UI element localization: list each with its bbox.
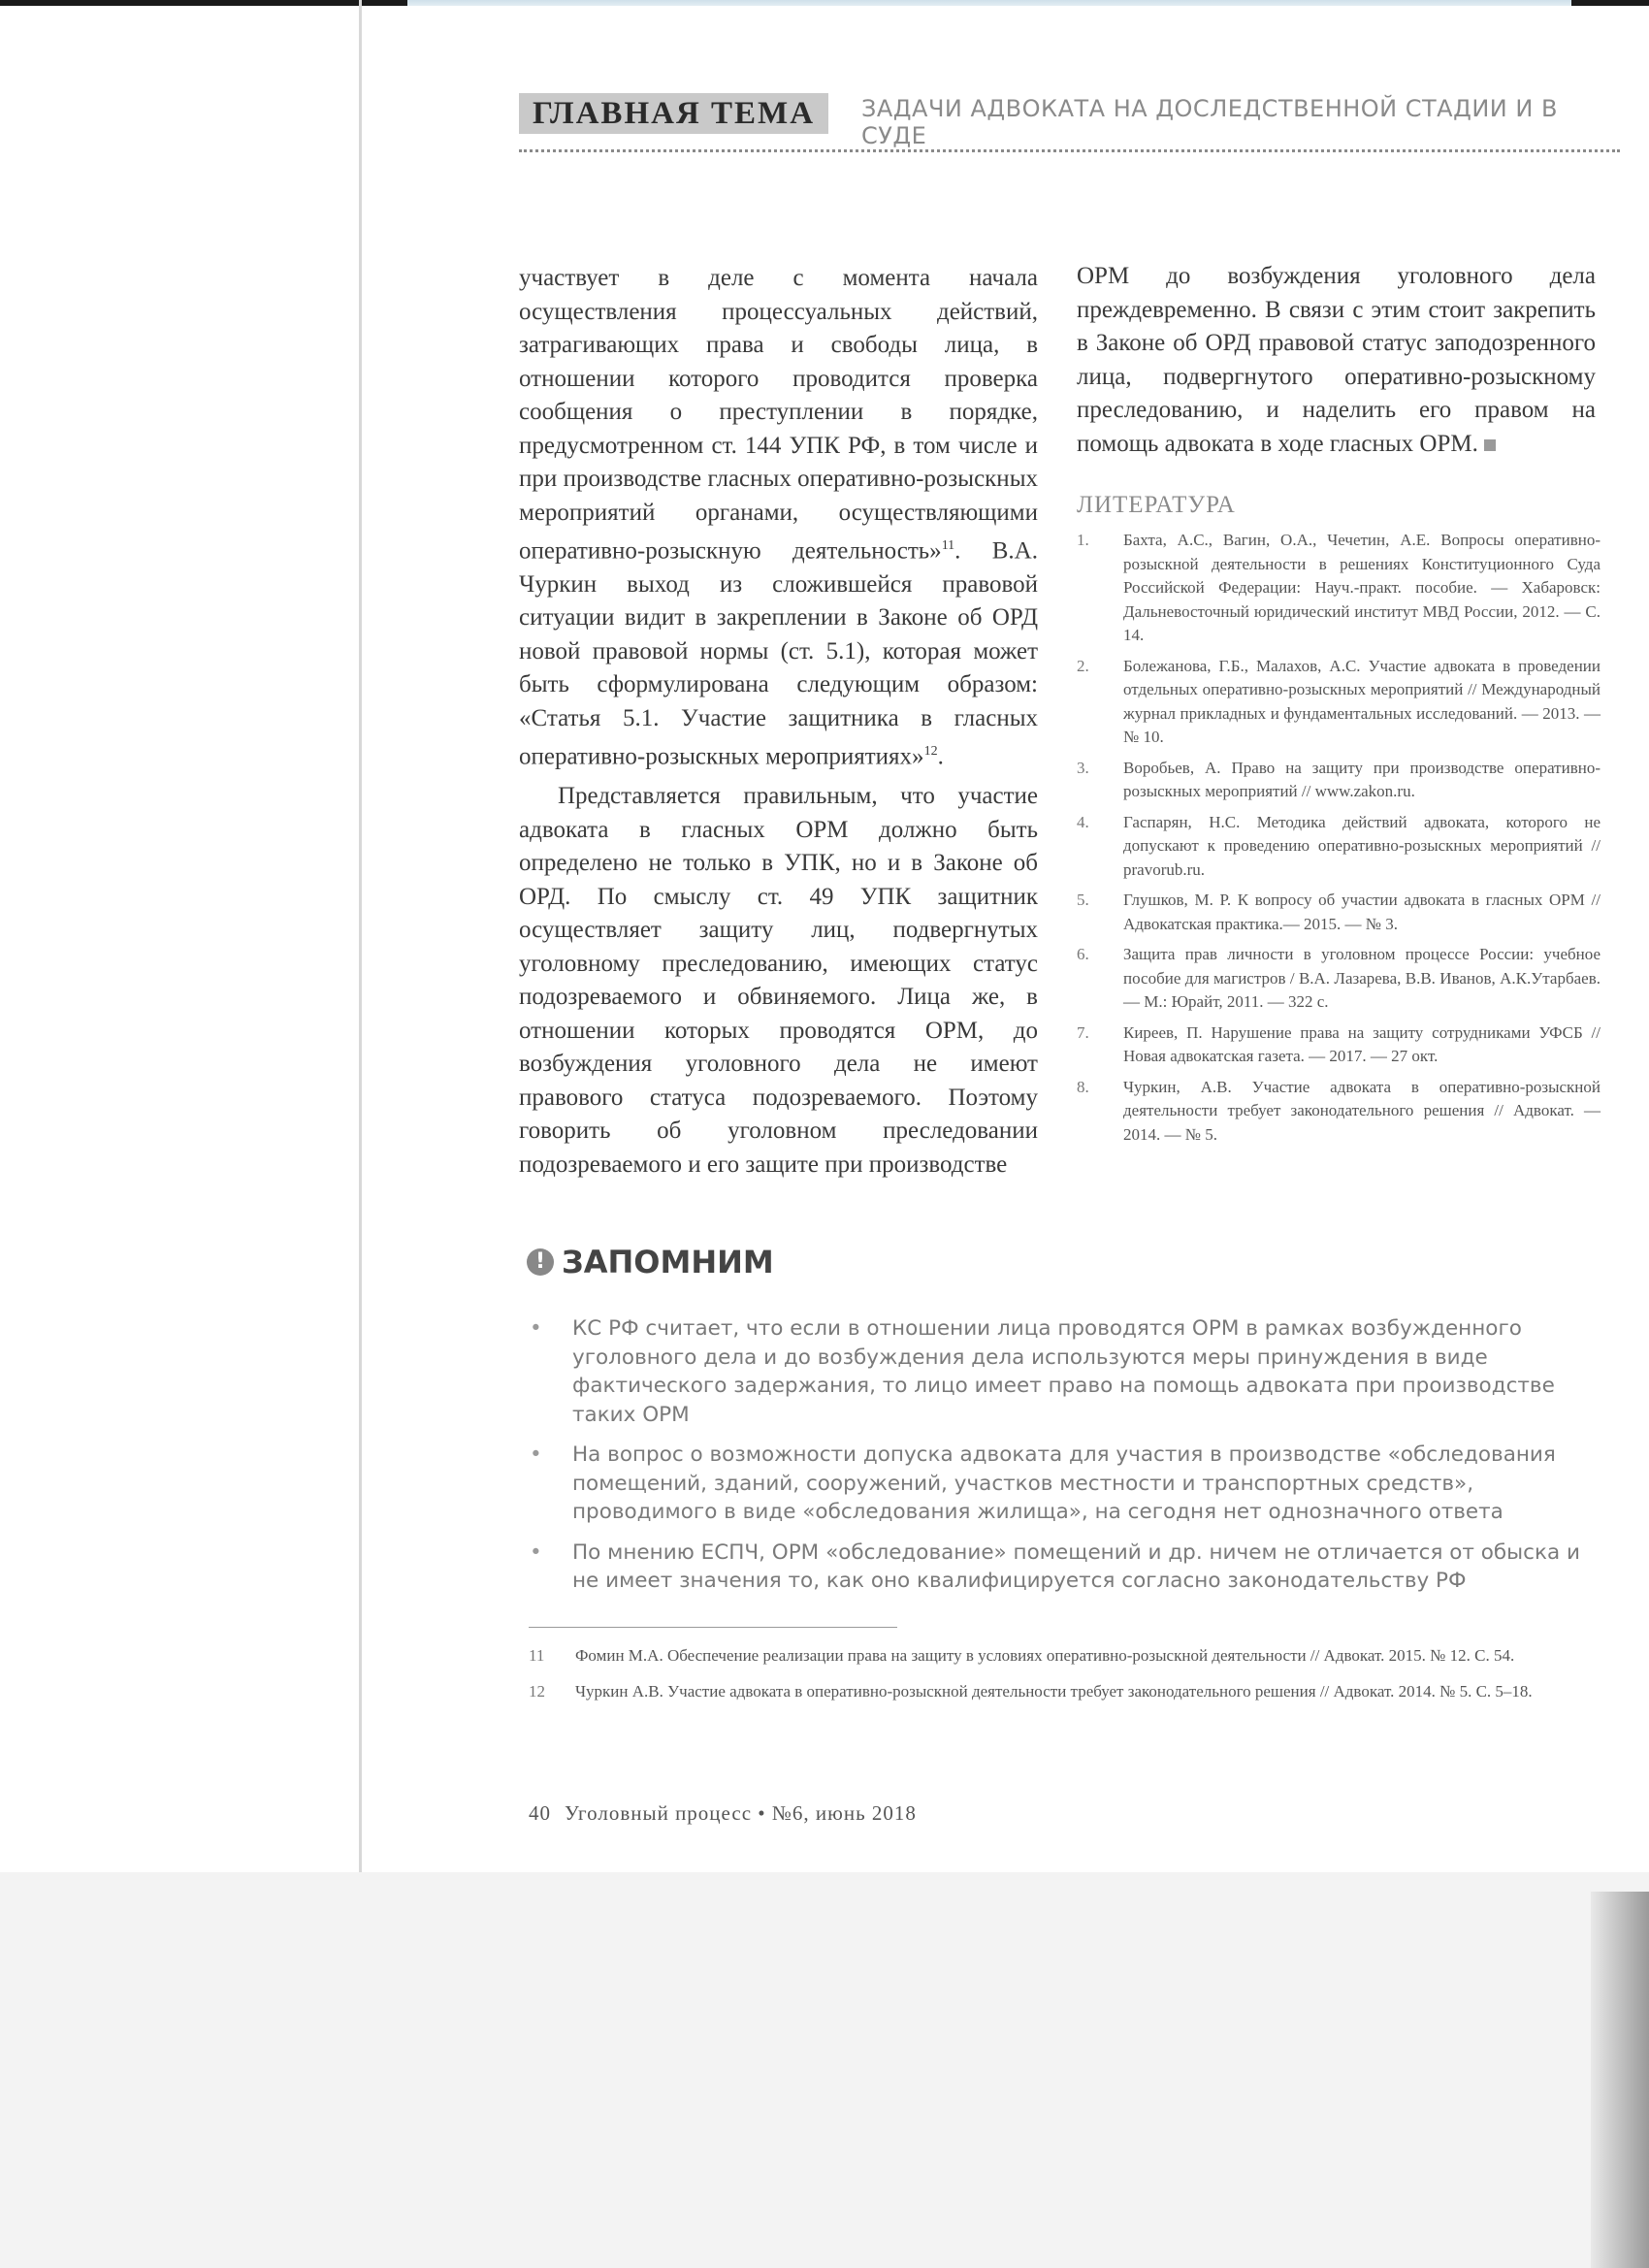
remember-item-text: По мнению ЕСПЧ, ОРМ «обследование» помещений и др. ничем не отличается от обыска и не имеет значения то, как оно квалифицируется согласно законодательству РФ: [572, 1539, 1580, 1593]
literature-item-text: Защита прав личности в уголовном процессе России: учебное пособие для магистров / В.А. Лазарева, В.В. Иванов, А.К.Утарбаев. — М.: Юрайт, 2011. — 322 с.: [1123, 945, 1600, 1011]
literature-heading: ЛИТЕРАТУРА: [1077, 492, 1236, 518]
footnote-item: [529, 1644, 1605, 1669]
remember-list: [524, 1314, 1610, 1607]
journal-issue: Уголовный процесс • №6, июнь 2018: [565, 1801, 917, 1825]
literature-item-number: 3.: [1077, 758, 1089, 777]
footnote-rule: [529, 1627, 897, 1628]
section-tag: ГЛАВНАЯ ТЕМА: [519, 93, 828, 134]
bullet-icon: •: [530, 1316, 542, 1341]
literature-item-number: 6.: [1077, 945, 1089, 963]
remember-heading: [527, 1242, 774, 1280]
literature-item: [1077, 655, 1600, 750]
literature-item-number: 8.: [1077, 1077, 1089, 1096]
literature-item-text: Болежанова, Г.Б., Малахов, А.С. Участие адвоката в проведении отдельных оперативно-розыскных мероприятий // Международный журнал прикладных и фундаментальных исследований. — 2013. — № 10.: [1123, 656, 1600, 746]
remember-item: [524, 1314, 1610, 1429]
body-paragraph: Представляется правильным, что участие адвоката в гласных ОРМ должно быть определено не только в УПК, но и в Законе об ОРД. По смыслу ст. 49 УПК защитник осуществляет защиту лиц, подвергнутых уголовному преследованию, имеющих статус подозреваемого и обвиняемого. Лица же, в отношении которых проводятся ОРМ, до возбуждения уголовного дела не имеют правового статуса подозреваемого. Поэтому говорить об уголовном преследовании подозреваемого и его защите при производстве: [519, 783, 1038, 1178]
footnote-text: Фомин М.А. Обеспечение реализации права на защиту в условиях оперативно-розыскной деятельности // Адвокат. 2015. № 12. С. 54.: [575, 1646, 1515, 1665]
literature-item: [1077, 811, 1600, 883]
literature-item-text: Гаспарян, Н.С. Методика действий адвоката, которого не допускают к проведению оперативно-розыскных мероприятий // pravorub.ru.: [1123, 812, 1600, 879]
remember-item: [524, 1539, 1610, 1596]
page-left-edge: [359, 0, 362, 1872]
remember-item: [524, 1441, 1610, 1527]
scanner-bed: [0, 1872, 1649, 2268]
literature-item: [1077, 889, 1600, 936]
section-title: ЗАДАЧИ АДВОКАТА НА ДОСЛЕДСТВЕННОЙ СТАДИИ И В СУДЕ: [861, 95, 1558, 149]
end-of-article-mark: [1484, 439, 1496, 451]
literature-item-number: 2.: [1077, 656, 1089, 675]
body-paragraph: [519, 262, 1038, 774]
literature-item: [1077, 943, 1600, 1015]
literature-item-text: Бахта, А.С., Вагин, О.А., Чечетин, А.Е. Вопросы оперативно-розыскной деятельности в решениях Конституционного Суда Российской Федерации: Науч.-практ. пособие. — Хабаровск: Дальневосточный юридический институт МВД России, 2012. — С. 14.: [1123, 531, 1600, 644]
body-text: участвует в деле с момента начала осуществления процессуальных действий, затрагивающих права и свободы лица, в отношении которого проводится проверка сообщения о преступлении в порядке, предусмотренном ст. 144 УПК РФ, в том числе и при производстве гласных оперативно-розыскных мероприятий органами, осуществляющими оперативно-розыскную деятельность»: [519, 265, 1038, 565]
footnote-number: 12: [529, 1681, 545, 1701]
footnote-number: 11: [529, 1646, 545, 1665]
page-number: 40: [529, 1801, 551, 1825]
remember-heading-text: ЗАПОМНИМ: [562, 1244, 774, 1280]
literature-item-text: Чуркин, А.В. Участие адвоката в оперативно-розыскной деятельности требует законодательного решения // Адвокат. — 2014. — № 5.: [1123, 1077, 1600, 1144]
footnote-ref: 12: [923, 744, 938, 760]
bullet-icon: •: [530, 1442, 542, 1467]
literature-list: [1077, 529, 1600, 1153]
literature-item-number: 5.: [1077, 891, 1089, 909]
footnote-text: Чуркин А.В. Участие адвоката в оперативно-розыскной деятельности требует законодательного решения // Адвокат. 2014. № 5. С. 5–18.: [575, 1681, 1533, 1701]
body-text: ОРМ до возбуждения уголовного дела преждевременно. В связи с этим стоит закрепить в Законе об ОРД правовой статус заподозренного лица, подвергнутого оперативно-розыскному преследованию, и наделить его правом на помощь адвоката в ходе гласных ОРМ.: [1077, 263, 1596, 457]
literature-item-text: Киреев, П. Нарушение права на защиту сотрудниками УФСБ // Новая адвокатская газета. — 2017. — 27 окт.: [1123, 1022, 1600, 1065]
footnote-list: [529, 1644, 1605, 1715]
literature-item: [1077, 1021, 1600, 1069]
literature-item: [1077, 529, 1600, 648]
literature-item-number: 7.: [1077, 1022, 1089, 1042]
body-paragraph: [1077, 260, 1596, 461]
body-text: .: [937, 743, 944, 770]
exclamation-icon: !: [527, 1248, 554, 1276]
literature-item: [1077, 1076, 1600, 1148]
remember-item-text: КС РФ считает, что если в отношении лица проводятся ОРМ в рамках возбужденного уголовного дела и до возбуждения дела используются меры принуждения в виде фактического задержания, то лицо имеет право на помощь адвоката при производстве таких ОРМ: [572, 1316, 1555, 1427]
footnote-item: [529, 1680, 1605, 1704]
scanner-shadow: [1591, 1892, 1649, 2268]
header-dotted-rule: [519, 149, 1620, 152]
page-footer: [529, 1801, 917, 1826]
literature-item-number: 1.: [1077, 531, 1089, 549]
literature-item-text: Глушков, М. Р. К вопросу об участии адвоката в гласных ОРМ // Адвокатская практика.— 2015. — № 3.: [1123, 891, 1600, 933]
literature-item: [1077, 757, 1600, 804]
literature-item-number: 4.: [1077, 812, 1089, 831]
body-column-left: [519, 262, 1038, 1182]
literature-item-text: Воробьев, А. Право на защиту при производстве оперативно-розыскных мероприятий // www.zakon.ru.: [1123, 758, 1600, 800]
footnote-ref: 11: [941, 538, 955, 553]
bullet-icon: •: [530, 1539, 542, 1565]
remember-item-text: На вопрос о возможности допуска адвоката для участия в производстве «обследования помещений, зданий, сооружений, участков местности и транспортных средств», проводимого в виде «обследования жилища», на сегодня нет однозначного ответа: [572, 1442, 1556, 1524]
body-column-right: [1077, 260, 1596, 461]
body-text: . В.А. Чуркин выход из сложившейся правовой ситуации видит в закреплении в Законе об ОРД новой правовой нормы (ст. 5.1), которая может быть сформулирована следующим образом: «Статья 5.1. Участие защитника в гласных оперативно-розыскных мероприятиях»: [519, 537, 1038, 770]
running-header: [519, 89, 1620, 157]
